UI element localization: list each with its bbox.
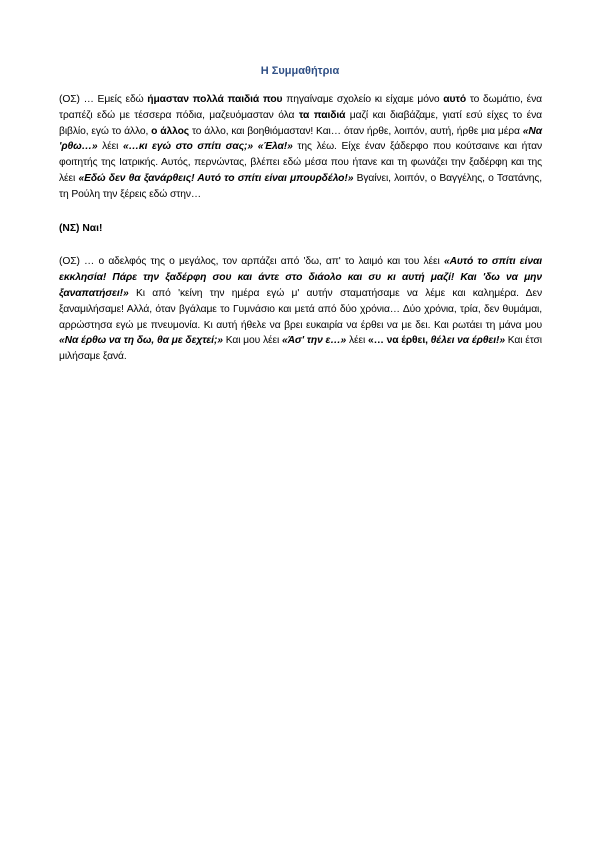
quote: «…κι εγώ στο σπίτι σας;» [123,141,254,153]
quote: «Άσ' την ε…» [281,335,347,347]
paragraph-2: (ΝΣ) Ναι! [59,222,103,234]
paragraph-3: (ΟΣ) … ο αδελφός της ο μεγάλος, τον αρπάζει από 'δω, απ' το λαιμό και του λέει «Αυτό το σπίτι είναι εκκλησία! Πάρε την ξαδέρφη σου και άντε στο διάολο και συ κι αυτή μαζί! Και 'δω να μην ξαναπατήσει!» Κι από 'κείνη την ημέρα εγώ μ' αυτήν σταματήσαμε να λέμε και καλημέρα. Δεν ξαναμιλήσαμε! Αλλά, όταν βγάλαμε το Γυμνάσιο και μετά από δύο χρόνια… Δύο χρόνια, τρία, δεν θυμάμαι, αρρώστησα εγώ με πνευμονία. Κι αυτή ήθελε να βρει ευκαιρία να έρθει να με δει. Και ρωτάει τη μάνα μου «Να έρθω να τη δω, θα με δεχτεί;» Και μου λέει «Άσ' την ε…» λέει «… να έρθει, θέλει να έρθει!» Και έτσι μιλήσαμε ξανά. [59,256,542,363]
quote: θέλει να έρθει!» [430,335,505,347]
quote: «Έλα!» [257,141,293,153]
quote: «… να έρθει, [367,335,431,347]
quote: «Να έρθω να τη δω, θα με δεχτεί;» [59,335,223,347]
document-body [59,92,542,383]
quote: «Να 'ρθω…» [59,125,542,153]
paragraph-1: (ΟΣ) … Εμείς εδώ ήμασταν πολλά παιδιά που πηγαίναμε σχολείο κι είχαμε μόνο αυτό το δωμάτιο, ένα τραπέζι εδώ με τέσσερα πόδια, μαζευόμασταν όλα τα παιδιά μαζί και διαβάζαμε, γιατί εσύ είχες το ένα βιβλίο, εγώ το άλλο, ο άλλος το άλλο, και βοηθιόμασταν! Και… όταν ήρθε, λοιπόν, αυτή, ήρθε μια μέρα «Να 'ρθω…» λέει «…κι εγώ στο σπίτι σας;» «Έλα!» της λέω. Είχε έναν ξάδερφο που κούτσαινε και ήταν φοιτητής της Ιατρικής. Αυτός, περνώντας, βλέπει εδώ μέσα που ήτανε και τη φωνάζει την ξαδέρφη και της λέει «Εδώ δεν θα ξανάρθεις! Αυτό το σπίτι είναι μπουρδέλο!» Βγαίνει, λοιπόν, ο Βαγγέλης, ο Τσατάνης, τη Ρούλη την ξέρεις εδώ στην… [59,94,542,200]
quote: «Εδώ δεν θα ξανάρθεις! Αυτό το σπίτι είναι μπουρδέλο!» [78,172,354,184]
quote: «Αυτό το σπίτι είναι εκκλησία! Πάρε την ξαδέρφη σου και άντε στο διάολο και συ κι αυτή μαζί! Και 'δω να μην ξαναπατήσει!» [59,256,542,299]
document-title: Η Συμμαθήτρια [260,65,340,77]
speaker-os: (ΟΣ) [59,94,80,105]
speaker-os: (ΟΣ) [59,256,80,268]
